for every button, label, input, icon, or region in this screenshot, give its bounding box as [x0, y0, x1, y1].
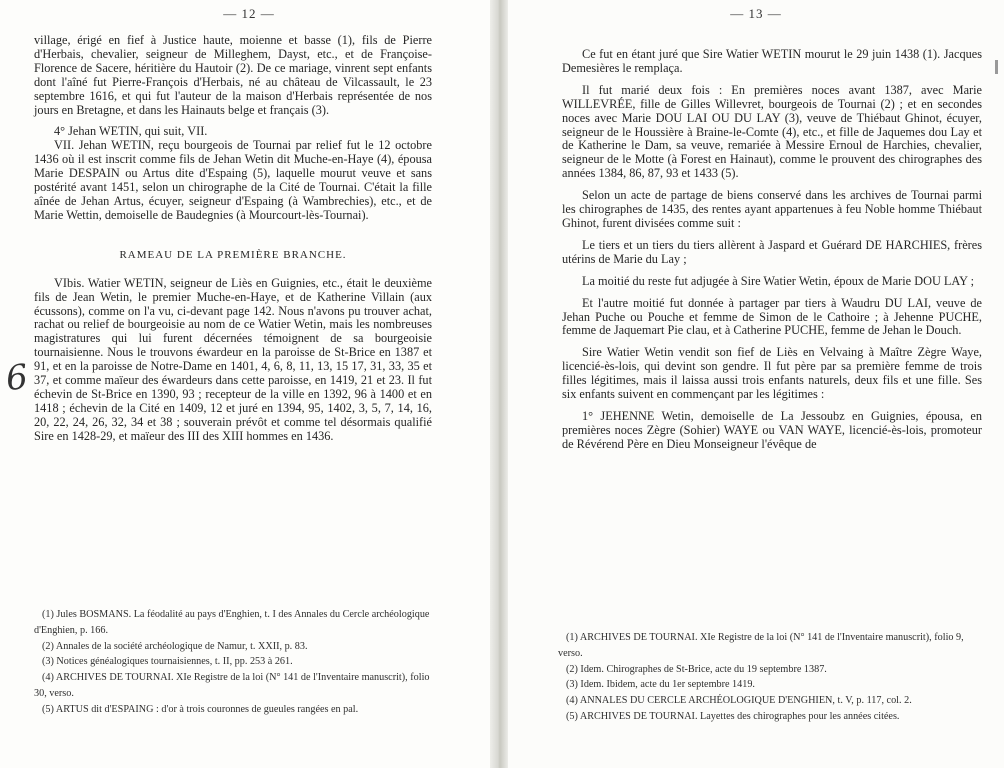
- footnote: (4) ARCHIVES DE TOURNAI. XIe Registre de la loi (N° 141 de l'Inventaire manuscrit), folio 30, verso.: [34, 672, 430, 699]
- left-page: [0, 0, 490, 768]
- paragraph: Ce fut en étant juré que Sire Watier WETIN mourut le 29 juin 1438 (1). Jacques Demesières le remplaça.: [562, 47, 982, 75]
- page-number: — 13 —: [730, 6, 782, 21]
- paragraph: La moitié du reste fut adjugée à Sire Watier Wetin, époux de Marie DOU LAY ;: [582, 273, 975, 288]
- paragraph: village, érigé en fief à Justice haute, moienne et basse (1), fils de Pierre d'Herbais, chevalier, seigneur de Milleghem, Dayst, etc., et de Françoise-Florence de Sacere, héritière du Hautoir (2). De ce mariage, vinrent sept enfants dont l'aîné fut Pierre-François d'Herbais, né au château de Vilcassault, le 23 septembre 1616, et qui fut l'auteur de la maison d'Herbais représentée de nos jours en Bretagne, et dans les Hainauts belge et français (3).: [34, 33, 432, 117]
- section-heading: RAMEAU DE LA PREMIÈRE BRANCHE.: [119, 248, 347, 261]
- paragraph: 1° JEHENNE Wetin, demoiselle de La Jessoubz en Guignies, épousa, en premières noces Zègre (Sohier) WAYE ou VAN WAYE, licencié-ès-lois, promoteur de Révérend Père en Dieu Monseigneur l'évêque de: [562, 408, 982, 451]
- footnote: (3) Idem. Ibidem, acte du 1er septembre 1419.: [566, 679, 755, 691]
- paragraph: 4° Jehan WETIN, qui suit, VII.: [54, 124, 208, 139]
- paragraph: VIbis. Watier WETIN, seigneur de Liès en Guignies, etc., était le deuxième fils de Jean Wetin, le premier Muche-en-Haye, et de Katherine Villain (aux écussons), comme on l'a vu, ci-devant page 142. Nous n'avons pu trouver achat, rachat ou relief de bourgeoisie au nom de ce Watier Wetin, mais les nombreuses magistratures qui lui furent décernées témoignent de sa bourgeoisie tournaisienne. Nous le trouvons éwardeur en la paroisse de St-Brice en 1387 et 91, et en la paroisse de Notre-Dame en 1401, 4, 6, 8, 11, 13, 15 17, 31, 33, 35 et 37, et comme maïeur des éwardeurs dans cette paroisse, en 1419, 21 et 23. Il fut échevin de St-Brice en 1390, 93 ; recepteur de la ville en 1392, 96 à 1400 et en 1418 ; échevin de la Cité en 1409, 12 et juré en 1394, 95, 1402, 3, 5, 7, 14, 16, 20, 22, 24, 26, 32, 34 et 38 ; souverain prévôt et comme tel désormais qualifié Sire en 1428-29, et maïeur des III des XIII hommes en 1436.: [34, 275, 432, 443]
- paragraph: Selon un acte de partage de biens conservé dans les archives de Tournai parmi les chirographes de 1435, des rentes ayant appartenues à feu Noble homme Thiébaut Ghinot, furent divisées comme suit :: [562, 188, 982, 230]
- paragraph: Et l'autre moitié fut donnée à partager par tiers à Waudru DU LAI, veuve de Jehan Puche ou Pouche et femme de Simon de le Cathoire ; à Jehenne PUCHE, femme de Jaquemart Pie clau, et à Catherine PUCHE, femme de Jehan le Douch.: [562, 295, 982, 338]
- footnote: (3) Notices généalogiques tournaisiennes, t. II, pp. 253 à 261.: [42, 656, 293, 668]
- left-footnotes: [34, 607, 434, 718]
- footnote: (1) Jules BOSMANS. La féodalité au pays d'Enghien, t. I des Annales du Cercle archéologique d'Enghien, p. 166.: [34, 609, 430, 636]
- book-gutter: [490, 0, 508, 768]
- right-body-text: [562, 48, 982, 452]
- paragraph: Sire Watier Wetin vendit son fief de Liès en Velvaing à Maître Zègre Waye, licencié-ès-lois, qui devint son gendre. Il fut père par sa première femme de trois filles légitimes, mais il laissa aussi trois enfants naturels, deux fils et une fille. Ses six enfants suivent en commençant par les légitimes :: [562, 345, 982, 402]
- footnote: (4) ANNALES DU CERCLE ARCHÉOLOGIQUE D'ENGHIEN, t. V, p. 117, col. 2.: [566, 695, 912, 707]
- footnote: (2) Idem. Chirographes de St-Brice, acte du 19 septembre 1387.: [566, 663, 827, 675]
- margin-annotation: 6: [3, 356, 30, 400]
- paragraph: Il fut marié deux fois : En premières noces avant 1387, avec Marie WILLEVRÉE, fille de Gilles Willevret, bourgeois de Tournai (2) ; et en secondes noces avec Marie DOU LAI OU DU LAY (3), veuve de Thiébaut Ghinot, écuyer, seigneur de le Houssière à Braine-le-Comte (4), etc., et fille de Jaquemes dou Lay et de Katherine le Dam, sa veuve, remariée à Messire Ernoul de Harchies, chevalier, seigneur de le Motte (à Forest en Hainaut), comme le prouvent des chirographes des années 1384, 86, 87, 93 et 1433 (5).: [562, 82, 982, 181]
- paragraph: VII. Jehan WETIN, reçu bourgeois de Tournai par relief fut le 12 octobre 1436 où il est inscrit comme fils de Jehan Wetin dit Muche-en-Haye (4), épousa Marie DESPAIN ou Artus dite d'Espaing (5), laquelle mourut veuve et sans postérité avant 1451, selon un chirographe de la Cité de Tournai. C'était la fille aînée de Jehan Artus, écuyer, seigneur d'Espaing (à Wambrechies), etc., et de Marie Wettin, demoiselle de Baudegnies (à Mourcourt-lès-Tournai).: [34, 138, 432, 222]
- page-number: — 12 —: [223, 6, 275, 21]
- right-page: [508, 0, 1004, 768]
- paragraph: Le tiers et un tiers du tiers allèrent à Jaspard et Guérard DE HARCHIES, frères utérins de Marie du Lay ;: [562, 237, 982, 266]
- edge-mark: [995, 60, 998, 74]
- footnote: (1) ARCHIVES DE TOURNAI. XIe Registre de la loi (N° 141 de l'Inventaire manuscrit), folio 9, verso.: [558, 632, 964, 659]
- footnote: (2) Annales de la société archéologique de Namur, t. XXII, p. 83.: [42, 640, 308, 652]
- footnote: (5) ARCHIVES DE TOURNAI. Layettes des chirographes pour les années citées.: [566, 710, 900, 722]
- left-body-text: [34, 34, 432, 444]
- footnote: (5) ARTUS dit d'ESPAING : d'or à trois couronnes de gueules rangées en pal.: [42, 703, 359, 715]
- right-footnotes: [558, 630, 978, 725]
